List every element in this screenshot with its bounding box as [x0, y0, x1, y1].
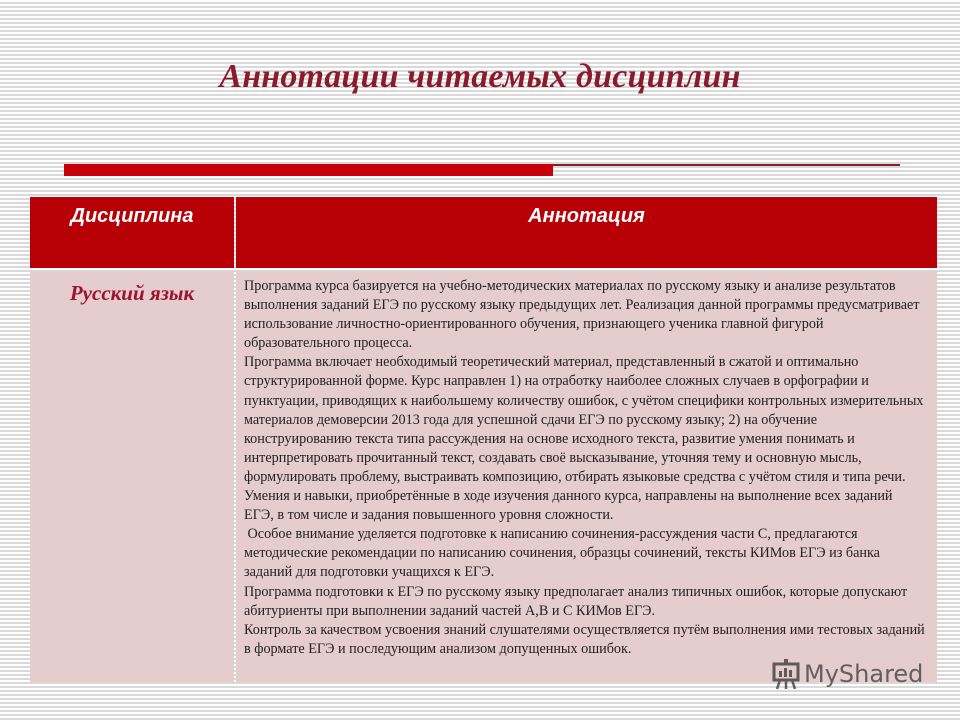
- title-underline-rule: [553, 164, 900, 166]
- watermark: [772, 658, 923, 690]
- annotation-paragraph: Особое внимание уделяется подготовке к написанию сочинения-рассуждения части С, предлагаются методические рекомендации по написанию сочинения, образцы сочинений, тексты КИМов ЕГЭ из банка заданий для подготовки учащихся к ЕГЭ.: [244, 526, 884, 581]
- header-discipline: Дисциплина: [30, 197, 234, 268]
- disciplines-table: [30, 197, 937, 682]
- title-underline-bar: [64, 164, 553, 176]
- slide-title: Аннотации читаемых дисциплин: [219, 58, 741, 95]
- cell-annotation: [236, 271, 937, 682]
- watermark-text: MyShared: [804, 660, 924, 688]
- annotation-paragraph: Программа курса базируется на учебно-методических материалах по русскому языку и анализе результатов выполнения заданий ЕГЭ по русскому языку предыдущих лет. Реализация данной программы предусматривает использование личностно-ориентированного обучения, признающего ученика главной фигурой образовательного процесса.: [244, 278, 920, 352]
- cell-discipline: Русский язык: [30, 271, 234, 682]
- presentation-board-icon: [772, 658, 800, 690]
- header-annotation: Аннотация: [236, 197, 937, 268]
- annotation-paragraph: Контроль за качеством усвоения знаний слушателями осуществляется путём выполнения ими тестовых заданий в формате ЕГЭ и последующим анализом допущенных ошибок.: [244, 621, 925, 657]
- annotation-paragraph: Программа подготовки к ЕГЭ по русскому языку предполагает анализ типичных ошибок, которые допускают абитуриенты при выполнении заданий частей А,В и С КИМов ЕГЭ.: [244, 583, 908, 619]
- annotation-paragraph: Программа включает необходимый теоретический материал, представленный в сжатой и оптимально структурированной форме. Курс направлен 1) на отработку наиболее сложных случаев в орфографии и пунктуации, приводящих к наибольшему количеству ошибок, с учётом специфики контрольных измерительных материалов демоверсии 2013 года для успешной сдачи ЕГЭ по русскому языку; 2) на обучение конструированию текста типа рассуждения на основе исходного текста, развитие умения понимать и интерпретировать прочитанный текст, создавать своё высказывание, уточняя тему и основную мысль, формулировать проблему, выстраивать композицию, отбирать языковые средства с учётом стиля и типа речи. Умения и навыки, приобретённые в ходе изучения данного курса, направлены на выполнение всех заданий ЕГЭ, в том числе и задания повышенного уровня сложности.: [244, 354, 924, 524]
